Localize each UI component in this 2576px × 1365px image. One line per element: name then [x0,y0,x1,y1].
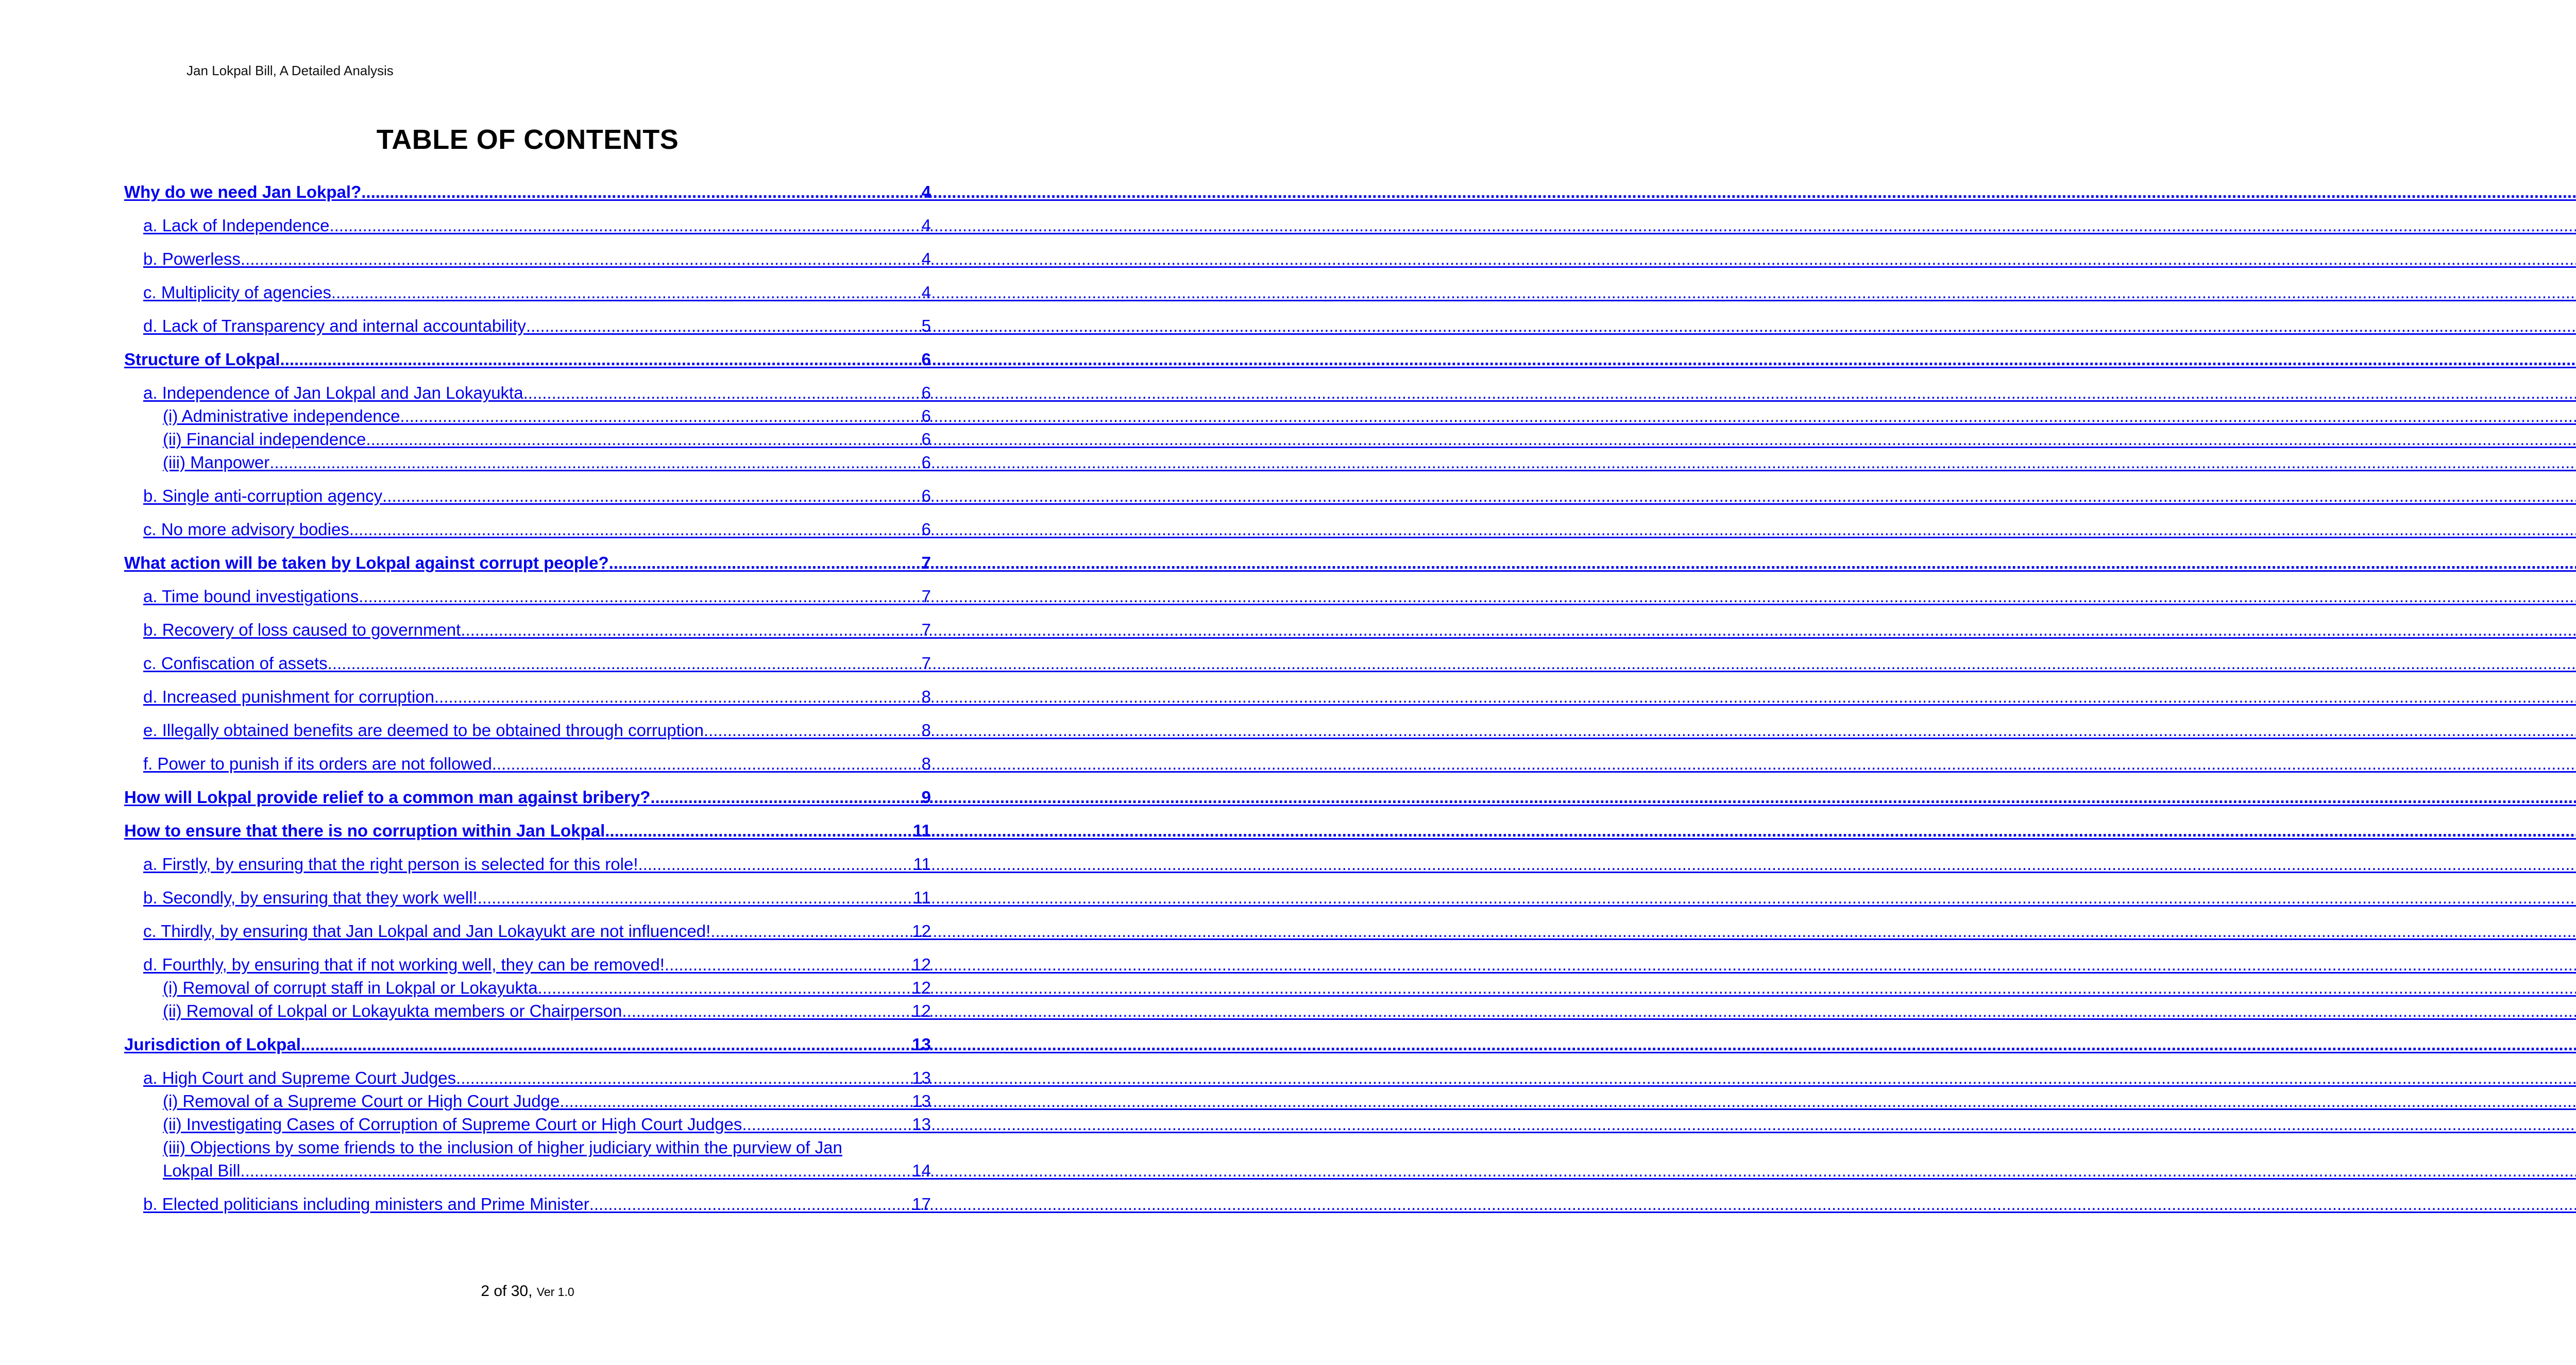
toc-dot-leader [331,281,922,304]
toc-page-number: 9 [921,788,931,807]
toc-page-number: 6 [921,486,931,505]
toc-page-number: 6 [921,406,931,425]
toc-entry-why-need-jan-lokpal[interactable] [124,180,931,203]
toc-entry-label: Jurisdiction of Lokpal [124,1035,301,1054]
toc-entry-investigating-judges[interactable] [124,1113,931,1136]
toc-page-number: 4 [921,249,931,268]
toc-entry-label: (i) Removal of a Supreme Court or High Court Judge [163,1091,560,1111]
toc-dot-leader [710,919,912,943]
page-total: of 30, [494,1283,533,1300]
toc-dot-leader [456,1066,912,1089]
toc-page-number: 13 [912,1115,931,1134]
toc-dot-leader [434,685,922,708]
toc-entry-jurisdiction-of-lokpal[interactable] [124,1033,931,1056]
toc-entry-label: f. Power to punish if its orders are not followed [143,754,492,773]
toc-entry-label: b. Recovery of loss caused to government [143,620,461,639]
toc-entry-label: (ii) Investigating Cases of Corruption of Supreme Court or High Court Judges [163,1115,742,1134]
toc-page-number: 11 [913,821,931,840]
toc-page-number: 13 [912,1091,931,1111]
toc-dot-leader [359,585,921,608]
toc-entry-work-well[interactable] [124,886,931,909]
toc-entry-label: Structure of Lokpal [124,350,280,369]
toc-entry-label: Why do we need Jan Lokpal? [124,182,362,201]
toc-entry-removal-of-judge[interactable] [124,1089,931,1113]
toc-page-number: 8 [921,754,931,773]
page-number: 2 [481,1283,490,1300]
toc-page-number: 11 [913,888,931,907]
toc-entry-financial-independence[interactable] [124,428,931,451]
toc-entry-label: (i) Removal of corrupt staff in Lokpal or Lokayukta [163,978,538,997]
toc-page-number: 13 [912,1068,931,1087]
toc-entry-time-bound-investigations[interactable] [124,585,931,608]
version-label: Ver 1.0 [536,1285,574,1299]
toc-entry-recovery-of-loss[interactable] [124,618,931,641]
toc-page-number: 7 [921,654,931,673]
toc-dot-leader [382,484,922,507]
toc-entry-label: c. Confiscation of assets [143,654,328,673]
toc-entry-label: b. Secondly, by ensuring that they work well! [143,888,478,907]
toc-entry-independence-of-jan-lokpal[interactable] [124,381,931,404]
toc-dot-leader [240,1159,912,1182]
toc-page-number: 7 [921,620,931,639]
toc-dot-leader [301,1033,912,1056]
toc-entry-not-influenced[interactable] [124,919,931,943]
toc-page-number: 5 [921,316,931,335]
toc-entry-administrative-independence[interactable] [124,404,931,428]
toc-dot-leader [349,518,922,541]
toc-entry-increased-punishment[interactable] [124,685,931,708]
toc-entry-label: d. Lack of Transparency and internal accountability [143,316,526,335]
toc-dot-leader [328,652,922,675]
toc-dot-leader [523,381,922,404]
toc-entry-label: b. Powerless [143,249,241,268]
toc-dot-leader [605,819,913,842]
toc-entry-label: c. Thirdly, by ensuring that Jan Lokpal and Jan Lokayukt are not influenced! [143,922,711,941]
toc-entry-lack-of-transparency[interactable] [124,314,931,337]
toc-entry-powerless[interactable] [124,247,931,270]
toc-page-number: 4 [921,182,931,201]
toc-entry-label: (iii) Manpower [163,453,270,472]
toc-entry-label: a. Lack of Independence [143,216,330,235]
toc-entry-label: d. Fourthly, by ensuring that if not working well, they can be removed! [143,955,665,974]
table-of-contents [124,180,931,1216]
toc-dot-leader [492,752,922,775]
toc-entry-label: a. Firstly, by ensuring that the right person is selected for this role! [143,855,638,874]
toc-entry-multiplicity-of-agencies[interactable] [124,281,931,304]
toc-entry-lack-of-independence[interactable] [124,214,931,237]
toc-dot-leader [589,1192,912,1216]
toc-dot-leader [526,314,922,337]
toc-entry-elected-politicians[interactable] [124,1192,931,1216]
toc-entry-no-corruption-within-lokpal[interactable] [124,819,931,842]
toc-entry-objections-by-friends[interactable] [124,1136,931,1159]
toc-page-number: 4 [921,216,931,235]
toc-entry-label: a. Time bound investigations [143,587,359,606]
toc-entry-removal-of-members[interactable] [124,999,931,1022]
toc-dot-leader [638,852,913,876]
toc-dot-leader [329,214,921,237]
toc-page-number: 6 [921,453,931,472]
toc-entry-manpower[interactable] [124,451,931,474]
toc-dot-leader [560,1089,912,1113]
toc-page-number: 6 [921,383,931,402]
toc-entry-no-more-advisory-bodies[interactable] [124,518,931,541]
toc-page-number: 13 [912,1035,931,1054]
toc-dot-leader [361,180,921,203]
toc-entry-structure-of-lokpal[interactable] [124,348,931,371]
toc-entry-label: b. Elected politicians including ministers and Prime Minister [143,1195,589,1214]
toc-dot-leader [665,953,912,976]
toc-dot-leader [622,999,912,1022]
toc-title: TABLE OF CONTENTS [376,124,679,155]
toc-entry-high-court-supreme-court-judges[interactable] [124,1066,931,1089]
toc-dot-leader [400,404,921,428]
toc-dot-leader [704,719,922,742]
running-header: Jan Lokpal Bill, A Detailed Analysis [187,63,394,78]
toc-dot-leader [461,618,921,641]
toc-page-number: 12 [912,922,931,941]
toc-entry-label: What action will be taken by Lokpal against corrupt people? [124,553,609,572]
toc-entry-confiscation-of-assets[interactable] [124,652,931,675]
toc-entry-power-to-punish[interactable] [124,752,931,775]
toc-entry-can-be-removed[interactable] [124,953,931,976]
toc-page-number: 6 [921,430,931,449]
toc-entry-right-person-selected[interactable] [124,852,931,876]
toc-entry-label: c. Multiplicity of agencies [143,283,331,302]
toc-entry-relief-against-bribery[interactable] [124,786,931,809]
toc-entry-label: Lokpal Bill [163,1161,241,1180]
toc-entry-label: a. High Court and Supreme Court Judges [143,1068,456,1087]
toc-entry-action-against-corrupt-people[interactable] [124,551,931,574]
toc-entry-label: d. Increased punishment for corruption [143,687,434,706]
toc-entry-label: a. Independence of Jan Lokpal and Jan Lokayukta [143,383,523,402]
toc-page-number: 11 [913,855,931,874]
toc-entry-single-anti-corruption-agency[interactable] [124,484,931,507]
toc-page-number: 7 [921,553,931,572]
toc-dot-leader [742,1113,912,1136]
toc-dot-leader [478,886,913,909]
toc-entry-label: (i) Administrative independence [163,406,400,425]
toc-entry-illegally-obtained-benefits[interactable] [124,719,931,742]
toc-dot-leader [538,976,912,999]
toc-entry-label: (ii) Financial independence [163,430,366,449]
toc-dot-leader [241,247,922,270]
toc-page-number: 14 [912,1161,931,1180]
toc-entry-removal-of-corrupt-staff[interactable] [124,976,931,999]
toc-entry-label: c. No more advisory bodies [143,520,349,539]
toc-dot-leader [280,348,922,371]
toc-page-number: 12 [912,955,931,974]
toc-page-number: 12 [912,1001,931,1020]
toc-page-number: 17 [912,1195,931,1214]
toc-page-number: 7 [921,587,931,606]
toc-entry-label: (ii) Removal of Lokpal or Lokayukta members or Chairperson [163,1001,622,1020]
toc-page-number: 6 [921,520,931,539]
toc-dot-leader [366,428,921,451]
toc-entry-label: (iii) Objections by some friends to the inclusion of higher judiciary within the purview of Jan [163,1138,842,1157]
page-footer [0,1283,1055,1300]
toc-page-number: 4 [921,283,931,302]
toc-page-number: 6 [921,350,931,369]
toc-page-number: 8 [921,687,931,706]
toc-dot-leader [650,786,921,809]
toc-entry-label: b. Single anti-corruption agency [143,486,383,505]
toc-dot-leader [269,451,921,474]
toc-page-number: 8 [921,721,931,740]
toc-page-number: 12 [912,978,931,997]
toc-dot-leader [609,551,922,574]
toc-entry-label: How will Lokpal provide relief to a common man against bribery? [124,788,651,807]
toc-entry-label: e. Illegally obtained benefits are deemed to be obtained through corruption [143,721,704,740]
toc-entry-label: How to ensure that there is no corruption within Jan Lokpal [124,821,605,840]
toc-entry-objections-by-friends-continued[interactable] [124,1159,931,1182]
